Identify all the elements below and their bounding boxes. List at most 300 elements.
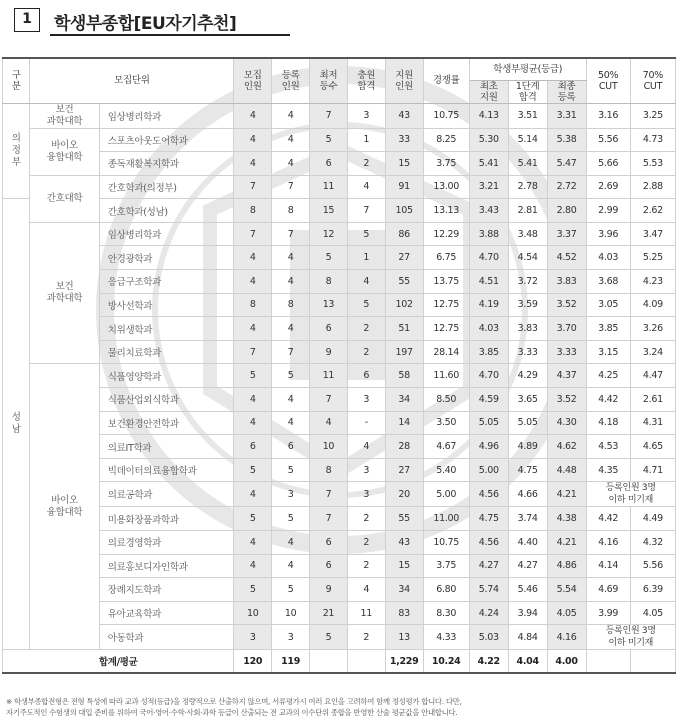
competition-cell: 13.13	[423, 199, 469, 223]
grade-final-cell: 3.37	[547, 222, 586, 246]
grade-first-cell: 4.51	[469, 270, 508, 294]
applicants-cell: 13	[385, 625, 423, 650]
table-row	[3, 222, 676, 246]
dept-name: 의료경영학과	[99, 531, 234, 555]
dept-name: 스포츠아웃도어학과	[99, 128, 234, 152]
cut50-cell: 4.18	[586, 411, 630, 435]
dept-name: 종독재활복지학과	[99, 152, 234, 176]
competition-cell: 13.00	[423, 175, 469, 199]
registered-cell: 3	[272, 625, 310, 650]
cut50-cell: 5.66	[586, 152, 630, 176]
competition-cell: 8.25	[423, 128, 469, 152]
grade-stage1-cell: 4.54	[508, 246, 547, 270]
grade-stage1-cell: 4.75	[508, 458, 547, 482]
title-underline	[50, 34, 290, 36]
competition-cell: 8.30	[423, 601, 469, 625]
extra-pass-cell: 2	[347, 317, 385, 341]
table-row	[3, 128, 676, 152]
table-row	[3, 340, 676, 364]
cut70-cell: 2.62	[630, 199, 675, 223]
grade-first-cell: 3.43	[469, 199, 508, 223]
competition-cell: 3.50	[423, 411, 469, 435]
col-header-grade-final: 최종 등록	[547, 80, 586, 103]
col-header-min-rank: 최저 등수	[310, 58, 348, 103]
col-header-recruit-unit: 모집단위	[30, 58, 234, 103]
cut70-cell: 4.73	[630, 128, 675, 152]
grade-final-cell: 4.38	[547, 507, 586, 531]
table-row	[3, 578, 676, 602]
cut70-cell: 4.71	[630, 458, 675, 482]
applicants-cell: 27	[385, 458, 423, 482]
grade-final-cell: 4.16	[547, 625, 586, 650]
applicants-cell: 33	[385, 128, 423, 152]
cut50-cell: 4.53	[586, 435, 630, 459]
applicants-cell: 14	[385, 411, 423, 435]
grade-stage1-cell: 3.59	[508, 293, 547, 317]
extra-pass-cell: 3	[347, 482, 385, 507]
recruit-count-cell: 3	[234, 625, 272, 650]
cut70-cell: 3.26	[630, 317, 675, 341]
min-rank-cell: 9	[310, 340, 348, 364]
cut70-cell: 2.61	[630, 388, 675, 412]
competition-cell: 13.75	[423, 270, 469, 294]
min-rank-cell: 11	[310, 175, 348, 199]
applicants-cell: 105	[385, 199, 423, 223]
table-row	[3, 152, 676, 176]
applicants-cell: 55	[385, 270, 423, 294]
cut70-cell: 2.88	[630, 175, 675, 199]
cut50-cell: 4.42	[586, 388, 630, 412]
table-row	[3, 482, 676, 507]
min-rank-cell: 11	[310, 364, 348, 388]
extra-pass-cell: 5	[347, 222, 385, 246]
grade-final-cell: 4.86	[547, 554, 586, 578]
min-rank-cell: 7	[310, 482, 348, 507]
col-header-recruit-count: 모집 인원	[234, 58, 272, 103]
applicants-cell: 55	[385, 507, 423, 531]
grade-stage1-cell: 3.74	[508, 507, 547, 531]
grade-stage1-cell: 5.14	[508, 128, 547, 152]
grade-first-cell: 4.56	[469, 482, 508, 507]
grade-final-cell: 2.80	[547, 199, 586, 223]
cut50-cell: 4.69	[586, 578, 630, 602]
extra-pass-cell: 2	[347, 152, 385, 176]
extra-pass-cell: 4	[347, 578, 385, 602]
competition-cell: 5.40	[423, 458, 469, 482]
extra-pass-cell: -	[347, 411, 385, 435]
campus-cell: 성 남	[3, 199, 30, 650]
extra-pass-cell: 7	[347, 199, 385, 223]
extra-pass-cell: 11	[347, 601, 385, 625]
dept-name: 임상병리학과	[99, 222, 234, 246]
total-cell	[586, 650, 630, 673]
grade-final-cell: 4.48	[547, 458, 586, 482]
recruit-count-cell: 4	[234, 531, 272, 555]
section-number: 1	[14, 8, 40, 32]
dept-name: 간호학과(의정부)	[99, 175, 234, 199]
min-rank-cell: 8	[310, 458, 348, 482]
applicants-cell: 43	[385, 103, 423, 128]
extra-pass-cell: 2	[347, 507, 385, 531]
registered-cell: 3	[272, 482, 310, 507]
grade-first-cell: 4.19	[469, 293, 508, 317]
cut70-cell: 6.39	[630, 578, 675, 602]
grade-stage1-cell: 3.65	[508, 388, 547, 412]
recruit-count-cell: 5	[234, 507, 272, 531]
recruit-count-cell: 4	[234, 246, 272, 270]
applicants-cell: 15	[385, 152, 423, 176]
dept-name: 보건환경안전학과	[99, 411, 234, 435]
extra-pass-cell: 3	[347, 458, 385, 482]
cut50-cell: 3.05	[586, 293, 630, 317]
min-rank-cell: 7	[310, 507, 348, 531]
cut70-cell: 4.09	[630, 293, 675, 317]
cut70-cell: 3.25	[630, 103, 675, 128]
dept-name: 미용화장품과학과	[99, 507, 234, 531]
cut50-cell: 4.03	[586, 246, 630, 270]
grade-final-cell: 3.70	[547, 317, 586, 341]
total-cell	[347, 650, 385, 673]
grade-first-cell: 5.30	[469, 128, 508, 152]
college-cell: 보건 과학대학	[30, 103, 99, 128]
table-row	[3, 601, 676, 625]
grade-final-cell: 3.83	[547, 270, 586, 294]
grade-stage1-cell: 4.40	[508, 531, 547, 555]
registered-cell: 4	[272, 531, 310, 555]
grade-final-cell: 3.52	[547, 293, 586, 317]
min-rank-cell: 8	[310, 270, 348, 294]
applicants-cell: 102	[385, 293, 423, 317]
table-row	[3, 364, 676, 388]
grade-final-cell: 4.37	[547, 364, 586, 388]
competition-cell: 12.75	[423, 293, 469, 317]
cut-note-cell: 등록인원 3명 이하 미기재	[586, 482, 675, 507]
extra-pass-cell: 4	[347, 270, 385, 294]
registered-cell: 4	[272, 411, 310, 435]
cut50-cell: 4.14	[586, 554, 630, 578]
grade-first-cell: 4.96	[469, 435, 508, 459]
table-row	[3, 507, 676, 531]
recruit-count-cell: 6	[234, 435, 272, 459]
dept-name: 간호학과(성남)	[99, 199, 234, 223]
grade-final-cell: 3.31	[547, 103, 586, 128]
cut50-cell: 4.25	[586, 364, 630, 388]
cut50-cell: 3.16	[586, 103, 630, 128]
recruit-count-cell: 8	[234, 293, 272, 317]
total-cell: 4.04	[508, 650, 547, 673]
min-rank-cell: 5	[310, 625, 348, 650]
competition-cell: 3.75	[423, 554, 469, 578]
applicants-cell: 197	[385, 340, 423, 364]
applicants-cell: 83	[385, 601, 423, 625]
college-cell: 보건 과학대학	[30, 222, 99, 364]
total-label: 합계/평균	[3, 650, 234, 673]
registered-cell: 4	[272, 388, 310, 412]
grade-stage1-cell: 4.66	[508, 482, 547, 507]
table-row	[3, 293, 676, 317]
extra-pass-cell: 1	[347, 128, 385, 152]
grade-stage1-cell: 5.41	[508, 152, 547, 176]
college-cell: 바이오 융합대학	[30, 364, 99, 650]
recruit-count-cell: 5	[234, 458, 272, 482]
dept-name: 물리치료학과	[99, 340, 234, 364]
grade-first-cell: 5.00	[469, 458, 508, 482]
dept-name: 방사선학과	[99, 293, 234, 317]
cut50-cell: 3.15	[586, 340, 630, 364]
total-cell	[310, 650, 348, 673]
recruit-count-cell: 10	[234, 601, 272, 625]
cut50-cell: 2.69	[586, 175, 630, 199]
competition-cell: 12.29	[423, 222, 469, 246]
min-rank-cell: 13	[310, 293, 348, 317]
grade-final-cell: 2.72	[547, 175, 586, 199]
competition-cell: 10.75	[423, 103, 469, 128]
dept-name: 식품영양학과	[99, 364, 234, 388]
extra-pass-cell: 6	[347, 364, 385, 388]
recruit-count-cell: 4	[234, 317, 272, 341]
registered-cell: 4	[272, 270, 310, 294]
cut70-cell: 5.25	[630, 246, 675, 270]
recruit-count-cell: 5	[234, 364, 272, 388]
total-cell: 119	[272, 650, 310, 673]
cut50-cell: 3.99	[586, 601, 630, 625]
competition-cell: 4.33	[423, 625, 469, 650]
cut50-cell: 4.42	[586, 507, 630, 531]
table-row	[3, 175, 676, 199]
grade-stage1-cell: 5.46	[508, 578, 547, 602]
table-row	[3, 270, 676, 294]
grade-first-cell: 4.70	[469, 246, 508, 270]
col-header-competition: 경쟁률	[423, 58, 469, 103]
grade-final-cell: 3.52	[547, 388, 586, 412]
grade-first-cell: 5.74	[469, 578, 508, 602]
recruit-count-cell: 4	[234, 270, 272, 294]
min-rank-cell: 6	[310, 317, 348, 341]
grade-stage1-cell: 3.48	[508, 222, 547, 246]
grade-stage1-cell: 2.81	[508, 199, 547, 223]
college-cell: 바이오 융합대학	[30, 128, 99, 175]
grade-stage1-cell: 4.27	[508, 554, 547, 578]
table-row	[3, 554, 676, 578]
grade-stage1-cell: 3.51	[508, 103, 547, 128]
table-row	[3, 625, 676, 650]
recruit-count-cell: 7	[234, 175, 272, 199]
min-rank-cell: 6	[310, 152, 348, 176]
grade-final-cell: 4.30	[547, 411, 586, 435]
applicants-cell: 51	[385, 317, 423, 341]
competition-cell: 3.75	[423, 152, 469, 176]
total-cell: 10.24	[423, 650, 469, 673]
grade-stage1-cell: 3.72	[508, 270, 547, 294]
grade-final-cell: 5.38	[547, 128, 586, 152]
total-cell: 1,229	[385, 650, 423, 673]
min-rank-cell: 15	[310, 199, 348, 223]
grade-first-cell: 4.56	[469, 531, 508, 555]
min-rank-cell: 5	[310, 128, 348, 152]
grade-first-cell: 4.75	[469, 507, 508, 531]
registered-cell: 8	[272, 199, 310, 223]
footnote-line: ※ 학생부종합전형은 전형 특성에 따라 교과 성적(등급)을 정량적으로 산출하지 않으며, 서류평가시 여러 요인을 고려하여 함께 정성평가 합니다. 다만,	[6, 697, 462, 706]
table-row	[3, 317, 676, 341]
registered-cell: 5	[272, 364, 310, 388]
min-rank-cell: 4	[310, 411, 348, 435]
cut50-cell: 5.56	[586, 128, 630, 152]
dept-name: 임상병리학과	[99, 103, 234, 128]
col-header-applicants: 지원 인원	[385, 58, 423, 103]
extra-pass-cell: 2	[347, 554, 385, 578]
recruit-count-cell: 8	[234, 199, 272, 223]
col-header-cut70: 70% CUT	[630, 58, 675, 103]
dept-name: 유아교육학과	[99, 601, 234, 625]
table-row	[3, 388, 676, 412]
grade-final-cell: 5.47	[547, 152, 586, 176]
recruit-count-cell: 5	[234, 578, 272, 602]
cut70-cell: 4.49	[630, 507, 675, 531]
cut70-cell: 4.32	[630, 531, 675, 555]
cut70-cell: 4.23	[630, 270, 675, 294]
grade-final-cell: 4.21	[547, 531, 586, 555]
min-rank-cell: 6	[310, 531, 348, 555]
dept-name: 식품산업외식학과	[99, 388, 234, 412]
extra-pass-cell: 4	[347, 435, 385, 459]
table-row	[3, 103, 676, 128]
cut70-cell: 4.65	[630, 435, 675, 459]
extra-pass-cell: 2	[347, 531, 385, 555]
competition-cell: 4.67	[423, 435, 469, 459]
extra-pass-cell: 5	[347, 293, 385, 317]
col-header-gubun: 구 분	[3, 58, 30, 103]
col-header-grade-stage1: 1단계 합격	[508, 80, 547, 103]
grade-final-cell: 3.33	[547, 340, 586, 364]
cut50-cell: 3.96	[586, 222, 630, 246]
grade-stage1-cell: 3.94	[508, 601, 547, 625]
grade-stage1-cell: 3.83	[508, 317, 547, 341]
registered-cell: 4	[272, 152, 310, 176]
recruit-count-cell: 4	[234, 411, 272, 435]
registered-cell: 7	[272, 175, 310, 199]
applicants-cell: 34	[385, 578, 423, 602]
applicants-cell: 27	[385, 246, 423, 270]
grade-stage1-cell: 3.33	[508, 340, 547, 364]
grade-first-cell: 4.70	[469, 364, 508, 388]
table-row	[3, 458, 676, 482]
footnote	[6, 697, 674, 718]
college-cell: 간호대학	[30, 175, 99, 222]
cut70-cell: 4.47	[630, 364, 675, 388]
grade-first-cell: 4.24	[469, 601, 508, 625]
grade-final-cell: 4.52	[547, 246, 586, 270]
section-header	[12, 6, 668, 34]
competition-cell: 8.50	[423, 388, 469, 412]
competition-cell: 11.60	[423, 364, 469, 388]
dept-name: 의료홍보디자인학과	[99, 554, 234, 578]
extra-pass-cell: 2	[347, 340, 385, 364]
admission-results-table	[2, 57, 676, 674]
applicants-cell: 20	[385, 482, 423, 507]
extra-pass-cell: 2	[347, 625, 385, 650]
extra-pass-cell: 3	[347, 388, 385, 412]
table-row	[3, 246, 676, 270]
cut-note-cell: 등록인원 3명 이하 미기재	[586, 625, 675, 650]
cut50-cell: 3.68	[586, 270, 630, 294]
grade-final-cell: 5.54	[547, 578, 586, 602]
extra-pass-cell: 3	[347, 103, 385, 128]
extra-pass-cell: 4	[347, 175, 385, 199]
cut50-cell: 2.99	[586, 199, 630, 223]
registered-cell: 4	[272, 103, 310, 128]
min-rank-cell: 7	[310, 103, 348, 128]
grade-stage1-cell: 2.78	[508, 175, 547, 199]
recruit-count-cell: 7	[234, 340, 272, 364]
competition-cell: 10.75	[423, 531, 469, 555]
total-row	[3, 650, 676, 673]
registered-cell: 4	[272, 554, 310, 578]
table-row	[3, 531, 676, 555]
cut70-cell: 3.47	[630, 222, 675, 246]
grade-first-cell: 5.03	[469, 625, 508, 650]
total-cell: 4.00	[547, 650, 586, 673]
registered-cell: 7	[272, 340, 310, 364]
registered-cell: 5	[272, 578, 310, 602]
registered-cell: 5	[272, 458, 310, 482]
competition-cell: 6.80	[423, 578, 469, 602]
min-rank-cell: 7	[310, 388, 348, 412]
grade-first-cell: 4.03	[469, 317, 508, 341]
dept-name: 응급구조학과	[99, 270, 234, 294]
recruit-count-cell: 4	[234, 152, 272, 176]
grade-stage1-cell: 4.89	[508, 435, 547, 459]
grade-first-cell: 3.21	[469, 175, 508, 199]
footnote-line: 자기주도적인 수험생의 대입 준비를 위하여 국어·영어·수학·사회·과학 등급이 산출되는 전 교과의 이수단위 종합을 반영한 산술 평균값을 안내합니다.	[6, 707, 458, 717]
recruit-count-cell: 7	[234, 222, 272, 246]
grade-first-cell: 5.41	[469, 152, 508, 176]
dept-name: 치위생학과	[99, 317, 234, 341]
registered-cell: 10	[272, 601, 310, 625]
registered-cell: 4	[272, 128, 310, 152]
total-cell: 120	[234, 650, 272, 673]
registered-cell: 7	[272, 222, 310, 246]
grade-stage1-cell: 4.84	[508, 625, 547, 650]
grade-first-cell: 5.05	[469, 411, 508, 435]
grade-first-cell: 4.59	[469, 388, 508, 412]
dept-name: 의료IT학과	[99, 435, 234, 459]
table-row	[3, 435, 676, 459]
applicants-cell: 86	[385, 222, 423, 246]
table-row	[3, 199, 676, 223]
registered-cell: 5	[272, 507, 310, 531]
applicants-cell: 28	[385, 435, 423, 459]
recruit-count-cell: 4	[234, 128, 272, 152]
total-cell: 4.22	[469, 650, 508, 673]
total-cell	[630, 650, 675, 673]
competition-cell: 11.00	[423, 507, 469, 531]
min-rank-cell: 9	[310, 578, 348, 602]
table-row	[3, 411, 676, 435]
grade-final-cell: 4.21	[547, 482, 586, 507]
applicants-cell: 91	[385, 175, 423, 199]
cut70-cell: 5.53	[630, 152, 675, 176]
min-rank-cell: 10	[310, 435, 348, 459]
applicants-cell: 34	[385, 388, 423, 412]
col-header-registered: 등록 인원	[272, 58, 310, 103]
col-header-grade-group: 학생부평균(등급)	[469, 58, 586, 80]
grade-stage1-cell: 5.05	[508, 411, 547, 435]
grade-first-cell: 4.27	[469, 554, 508, 578]
cut70-cell: 4.31	[630, 411, 675, 435]
grade-final-cell: 4.62	[547, 435, 586, 459]
dept-name: 아동학과	[99, 625, 234, 650]
dept-name: 빅데이터의료융합학과	[99, 458, 234, 482]
